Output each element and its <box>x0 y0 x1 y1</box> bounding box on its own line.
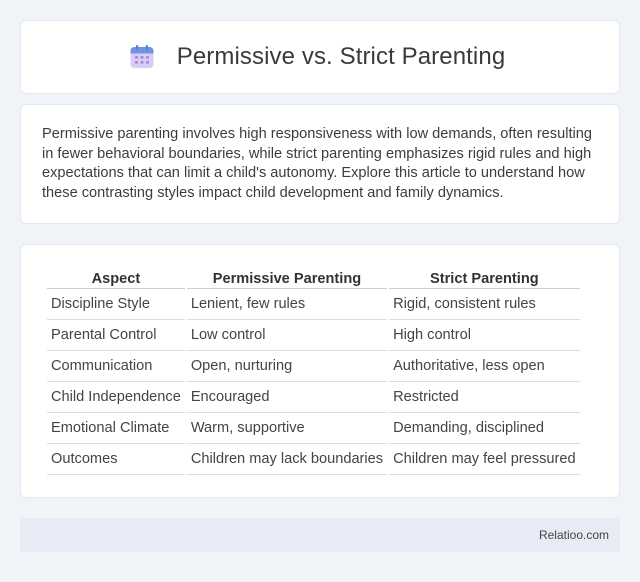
table-cell: Discipline Style <box>47 289 185 320</box>
table-cell: Restricted <box>389 382 580 413</box>
table-cell: Demanding, disciplined <box>389 413 580 444</box>
table-row <box>47 382 580 413</box>
table-cell: Parental Control <box>47 320 185 351</box>
intro-paragraph: Permissive parenting involves high responsiveness with low demands, often resulting in fewer behavioral boundaries, while strict parenting emphasizes rigid rules and high expectations that can limit a child's autonomy. Explore this article to understand how these contrasting styles impact child development and family dynamics. <box>42 126 592 201</box>
footer-brand-link[interactable]: Relatioo.com <box>538 528 609 542</box>
table-row <box>47 351 580 382</box>
table-row <box>47 444 580 475</box>
table-cell: Children may lack boundaries <box>187 444 387 475</box>
title-card <box>20 20 620 94</box>
intro-card <box>20 104 620 224</box>
comparison-card <box>20 244 620 498</box>
table-row <box>47 320 580 351</box>
table-cell: Child Independence <box>47 382 185 413</box>
table-cell: Encouraged <box>187 382 387 413</box>
footer-bar <box>20 518 620 552</box>
calendar-icon <box>129 44 155 70</box>
table-row <box>47 289 580 320</box>
table-header-row <box>47 267 580 289</box>
column-header-strict: Strict Parenting <box>389 267 580 289</box>
table-cell: Authoritative, less open <box>389 351 580 382</box>
title-group <box>129 43 506 71</box>
table-cell: Open, nurturing <box>187 351 387 382</box>
table-cell: Lenient, few rules <box>187 289 387 320</box>
column-header-aspect: Aspect <box>47 267 185 289</box>
table-cell: Outcomes <box>47 444 185 475</box>
column-header-permissive: Permissive Parenting <box>187 267 387 289</box>
table-cell: Low control <box>187 320 387 351</box>
table-cell: Rigid, consistent rules <box>389 289 580 320</box>
table-row <box>47 413 580 444</box>
table-cell: Children may feel pressured <box>389 444 580 475</box>
page-title: Permissive vs. Strict Parenting <box>176 43 506 70</box>
table-cell: Warm, supportive <box>187 413 387 444</box>
table-cell: High control <box>389 320 580 351</box>
table-cell: Communication <box>47 351 185 382</box>
comparison-table <box>45 267 582 475</box>
table-cell: Emotional Climate <box>47 413 185 444</box>
